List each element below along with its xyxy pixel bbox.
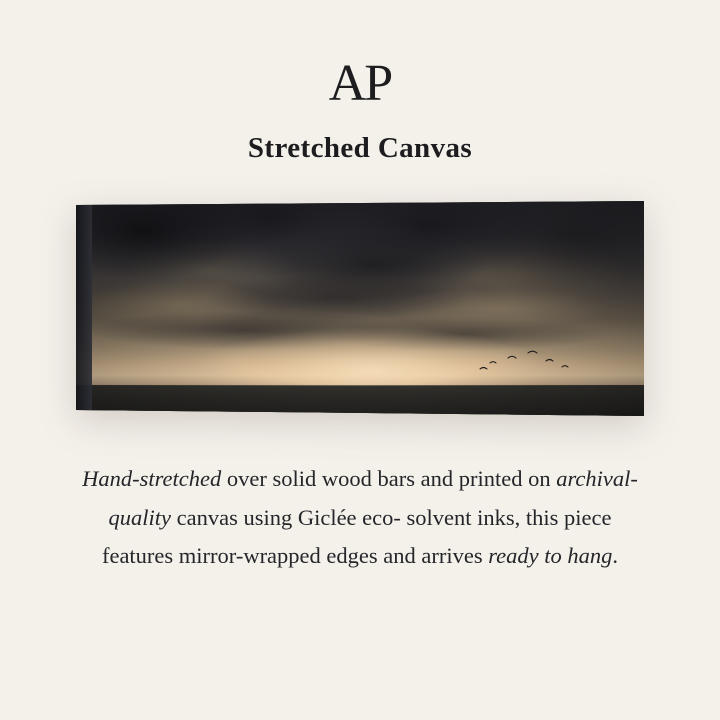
description-emphasis-3: ready to hang — [488, 543, 613, 569]
description-text-3: canvas using Giclée eco- — [170, 504, 401, 530]
description-text-1: over solid wood bars and printed — [221, 466, 523, 491]
sunset-glow — [76, 201, 644, 416]
description-text-2: on — [528, 466, 557, 491]
canvas-artwork[interactable] — [76, 201, 644, 416]
description-emphasis-1: Hand-stretched — [82, 466, 222, 491]
brand-monogram: AP — [328, 55, 392, 112]
description-text-5: edges and arrives — [326, 543, 489, 569]
sea-band — [76, 386, 644, 416]
page-title: Stretched Canvas — [247, 132, 473, 164]
artwork-image — [76, 201, 644, 416]
description-text-4: solvent inks, this piece features mirror-wrapped — [101, 504, 612, 569]
description-text-6: . — [612, 543, 619, 569]
product-description — [80, 460, 640, 576]
description-emphasis-2: archival-quality — [108, 466, 638, 530]
